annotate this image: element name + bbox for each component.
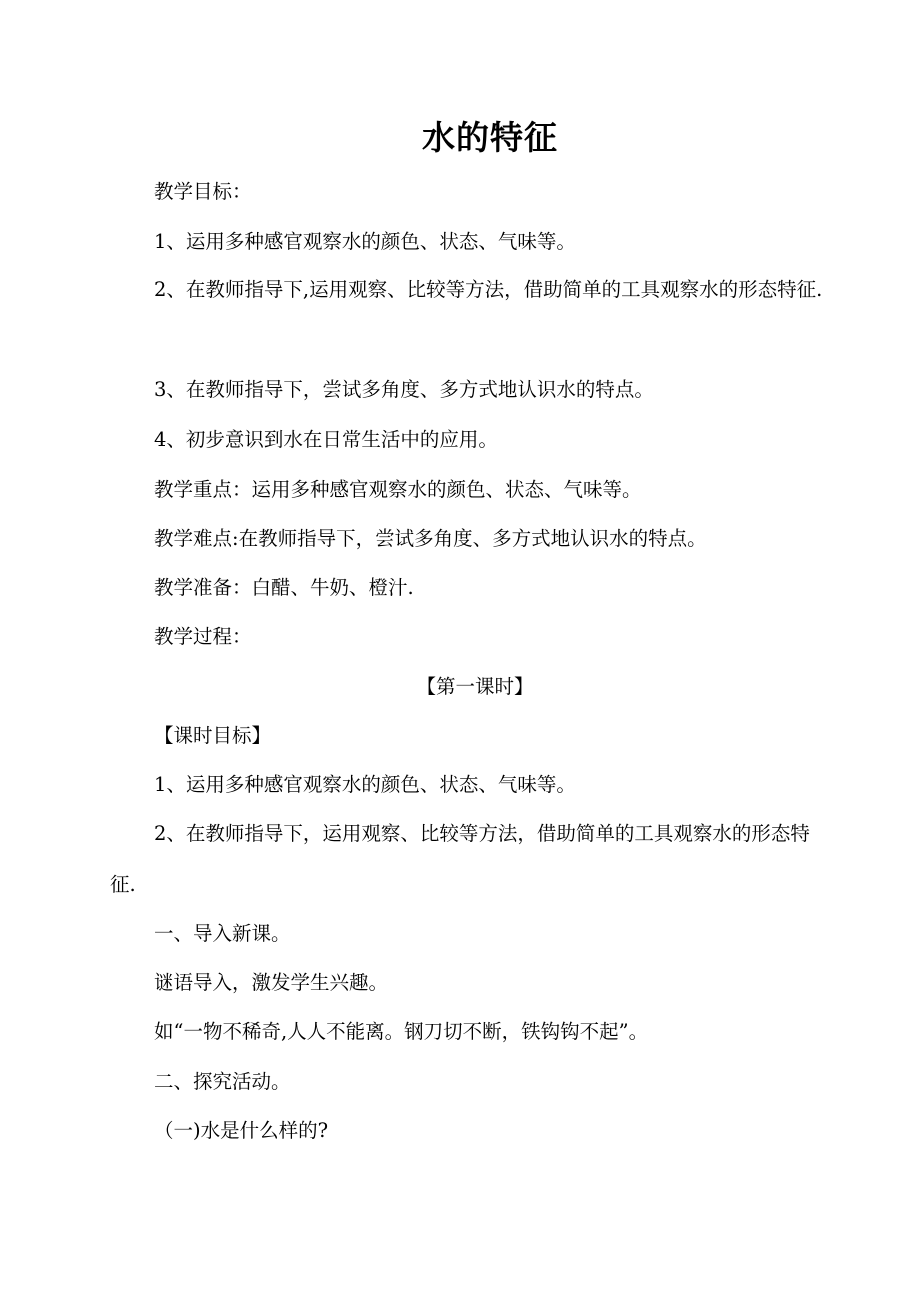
process-heading: 教学过程： [154,625,252,648]
lesson-goals-heading: 【课时目标】 [154,724,272,747]
subsection-1: （一)水是什么样的? [154,1119,329,1142]
goal-1: 1、运用多种感官观察水的颜色、状态、气味等。 [154,230,576,253]
lesson-heading: 【第一课时】 [416,675,534,698]
goal-3: 3、在教师指导下，尝试多角度、多方式地认识水的特点。 [154,378,654,401]
goal-4: 4、初步意识到水在日常生活中的应用。 [154,428,498,451]
preparation: 教学准备：白醋、牛奶、橙汁. [154,576,414,599]
lesson-goal-2: 2、在教师指导下，运用观察、比较等方法，借助简单的工具观察水的形态特征. [110,822,810,896]
riddle-intro: 谜语导入，激发学生兴趣。 [154,971,389,994]
section-2: 二、探究活动。 [154,1070,291,1093]
document-title: 水的特征 [422,118,558,157]
goals-heading: 教学目标： [154,180,252,203]
difficulty: 教学难点:在教师指导下，尝试多角度、多方式地认识水的特点。 [154,527,707,550]
riddle: 如“一物不稀奇,人人不能离。钢刀切不断，铁钩钩不起”。 [154,1020,649,1043]
lesson-goal-1: 1、运用多种感官观察水的颜色、状态、气味等。 [154,773,576,796]
goal-2: 2、在教师指导下,运用观察、比较等方法，借助简单的工具观察水的形态特征. [154,278,823,301]
key-point: 教学重点：运用多种感官观察水的颜色、状态、气味等。 [154,478,642,501]
section-1: 一、导入新课。 [154,922,291,945]
